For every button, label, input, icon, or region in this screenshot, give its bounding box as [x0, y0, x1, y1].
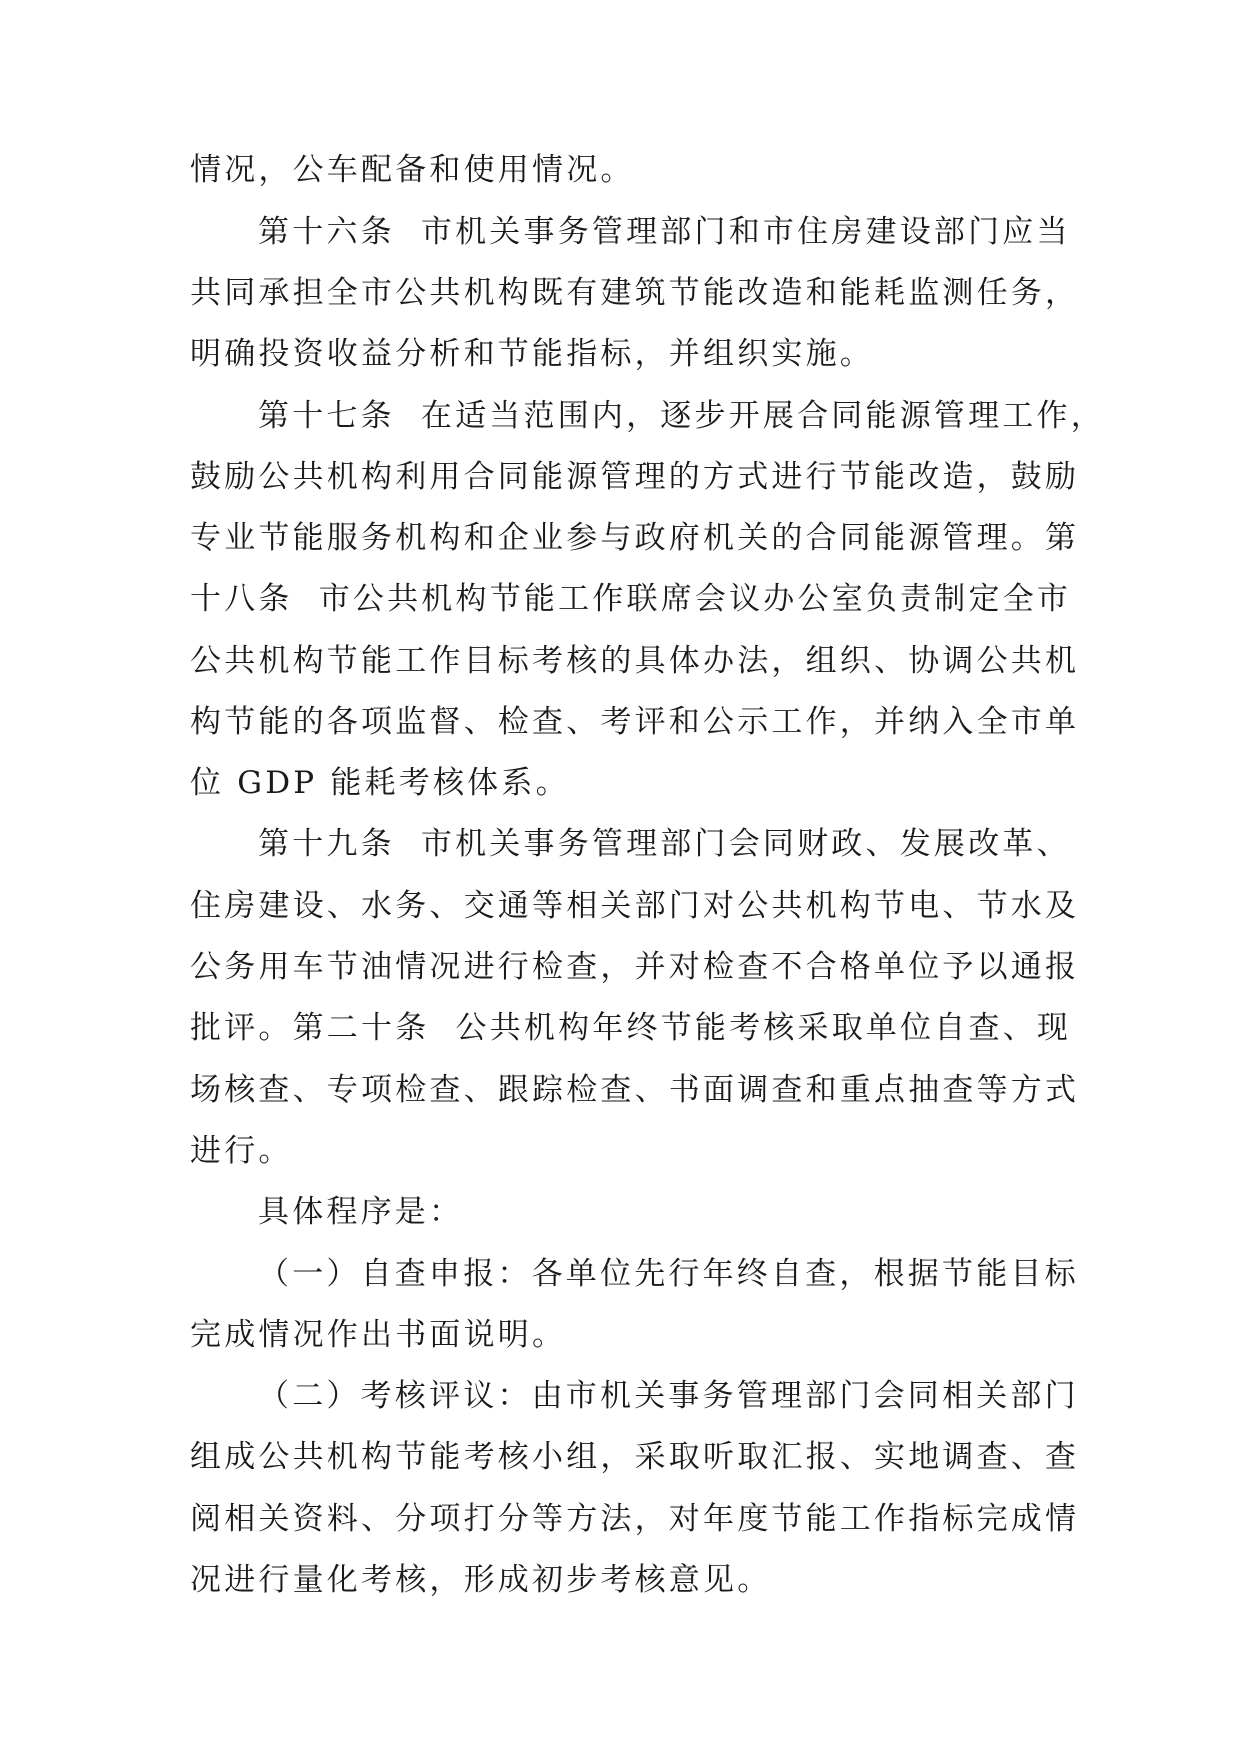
text-line: 组成公共机构节能考核小组，采取听取汇报、实地调查、查 — [190, 1439, 1080, 1475]
text-line: 批评。第二十条 公共机构年终节能考核采取单位自查、现 — [190, 1010, 1072, 1046]
text-line: 具体程序是： — [258, 1194, 464, 1230]
text-line: 第十九条 市机关事务管理部门会同财政、发展改革、 — [258, 826, 1071, 862]
text-line: 公共机构节能工作目标考核的具体办法，组织、协调公共机 — [190, 643, 1080, 679]
text-line: 鼓励公共机构利用合同能源管理的方式进行节能改造，鼓励 — [190, 459, 1080, 495]
text-line: 第十六条 市机关事务管理部门和市住房建设部门应当 — [258, 214, 1071, 250]
text-line: （二）考核评议：由市机关事务管理部门会同相关部门 — [258, 1378, 1079, 1414]
text-line: 构节能的各项监督、检查、考评和公示工作，并纳入全市单 — [190, 704, 1080, 740]
text-line: 共同承担全市公共机构既有建筑节能改造和能耗监测任务， — [190, 275, 1080, 311]
text-line: 十八条 市公共机构节能工作联席会议办公室负责制定全市 — [190, 581, 1072, 617]
text-line: 况进行量化考核，形成初步考核意见。 — [190, 1562, 772, 1598]
text-line: 阅相关资料、分项打分等方法，对年度节能工作指标完成情 — [190, 1501, 1080, 1537]
text-line: 公务用车节油情况进行检查，并对检查不合格单位予以通报 — [190, 949, 1080, 985]
text-line: 情况，公车配备和使用情况。 — [190, 152, 635, 188]
text-line: 位 GDP 能耗考核体系。 — [190, 765, 570, 801]
text-line: 第十七条 在适当范围内，逐步开展合同能源管理工作， — [258, 398, 1105, 434]
text-line: 住房建设、水务、交通等相关部门对公共机构节电、节水及 — [190, 888, 1080, 924]
text-line: 场核查、专项检查、跟踪检查、书面调查和重点抽查等方式 — [190, 1072, 1080, 1108]
text-line: （一）自查申报：各单位先行年终自查，根据节能目标 — [258, 1256, 1079, 1292]
text-line: 完成情况作出书面说明。 — [190, 1317, 567, 1353]
text-line: 进行。 — [190, 1133, 293, 1169]
text-line: 专业节能服务机构和企业参与政府机关的合同能源管理。第 — [190, 520, 1080, 556]
text-line: 明确投资收益分析和节能指标，并组织实施。 — [190, 336, 874, 372]
